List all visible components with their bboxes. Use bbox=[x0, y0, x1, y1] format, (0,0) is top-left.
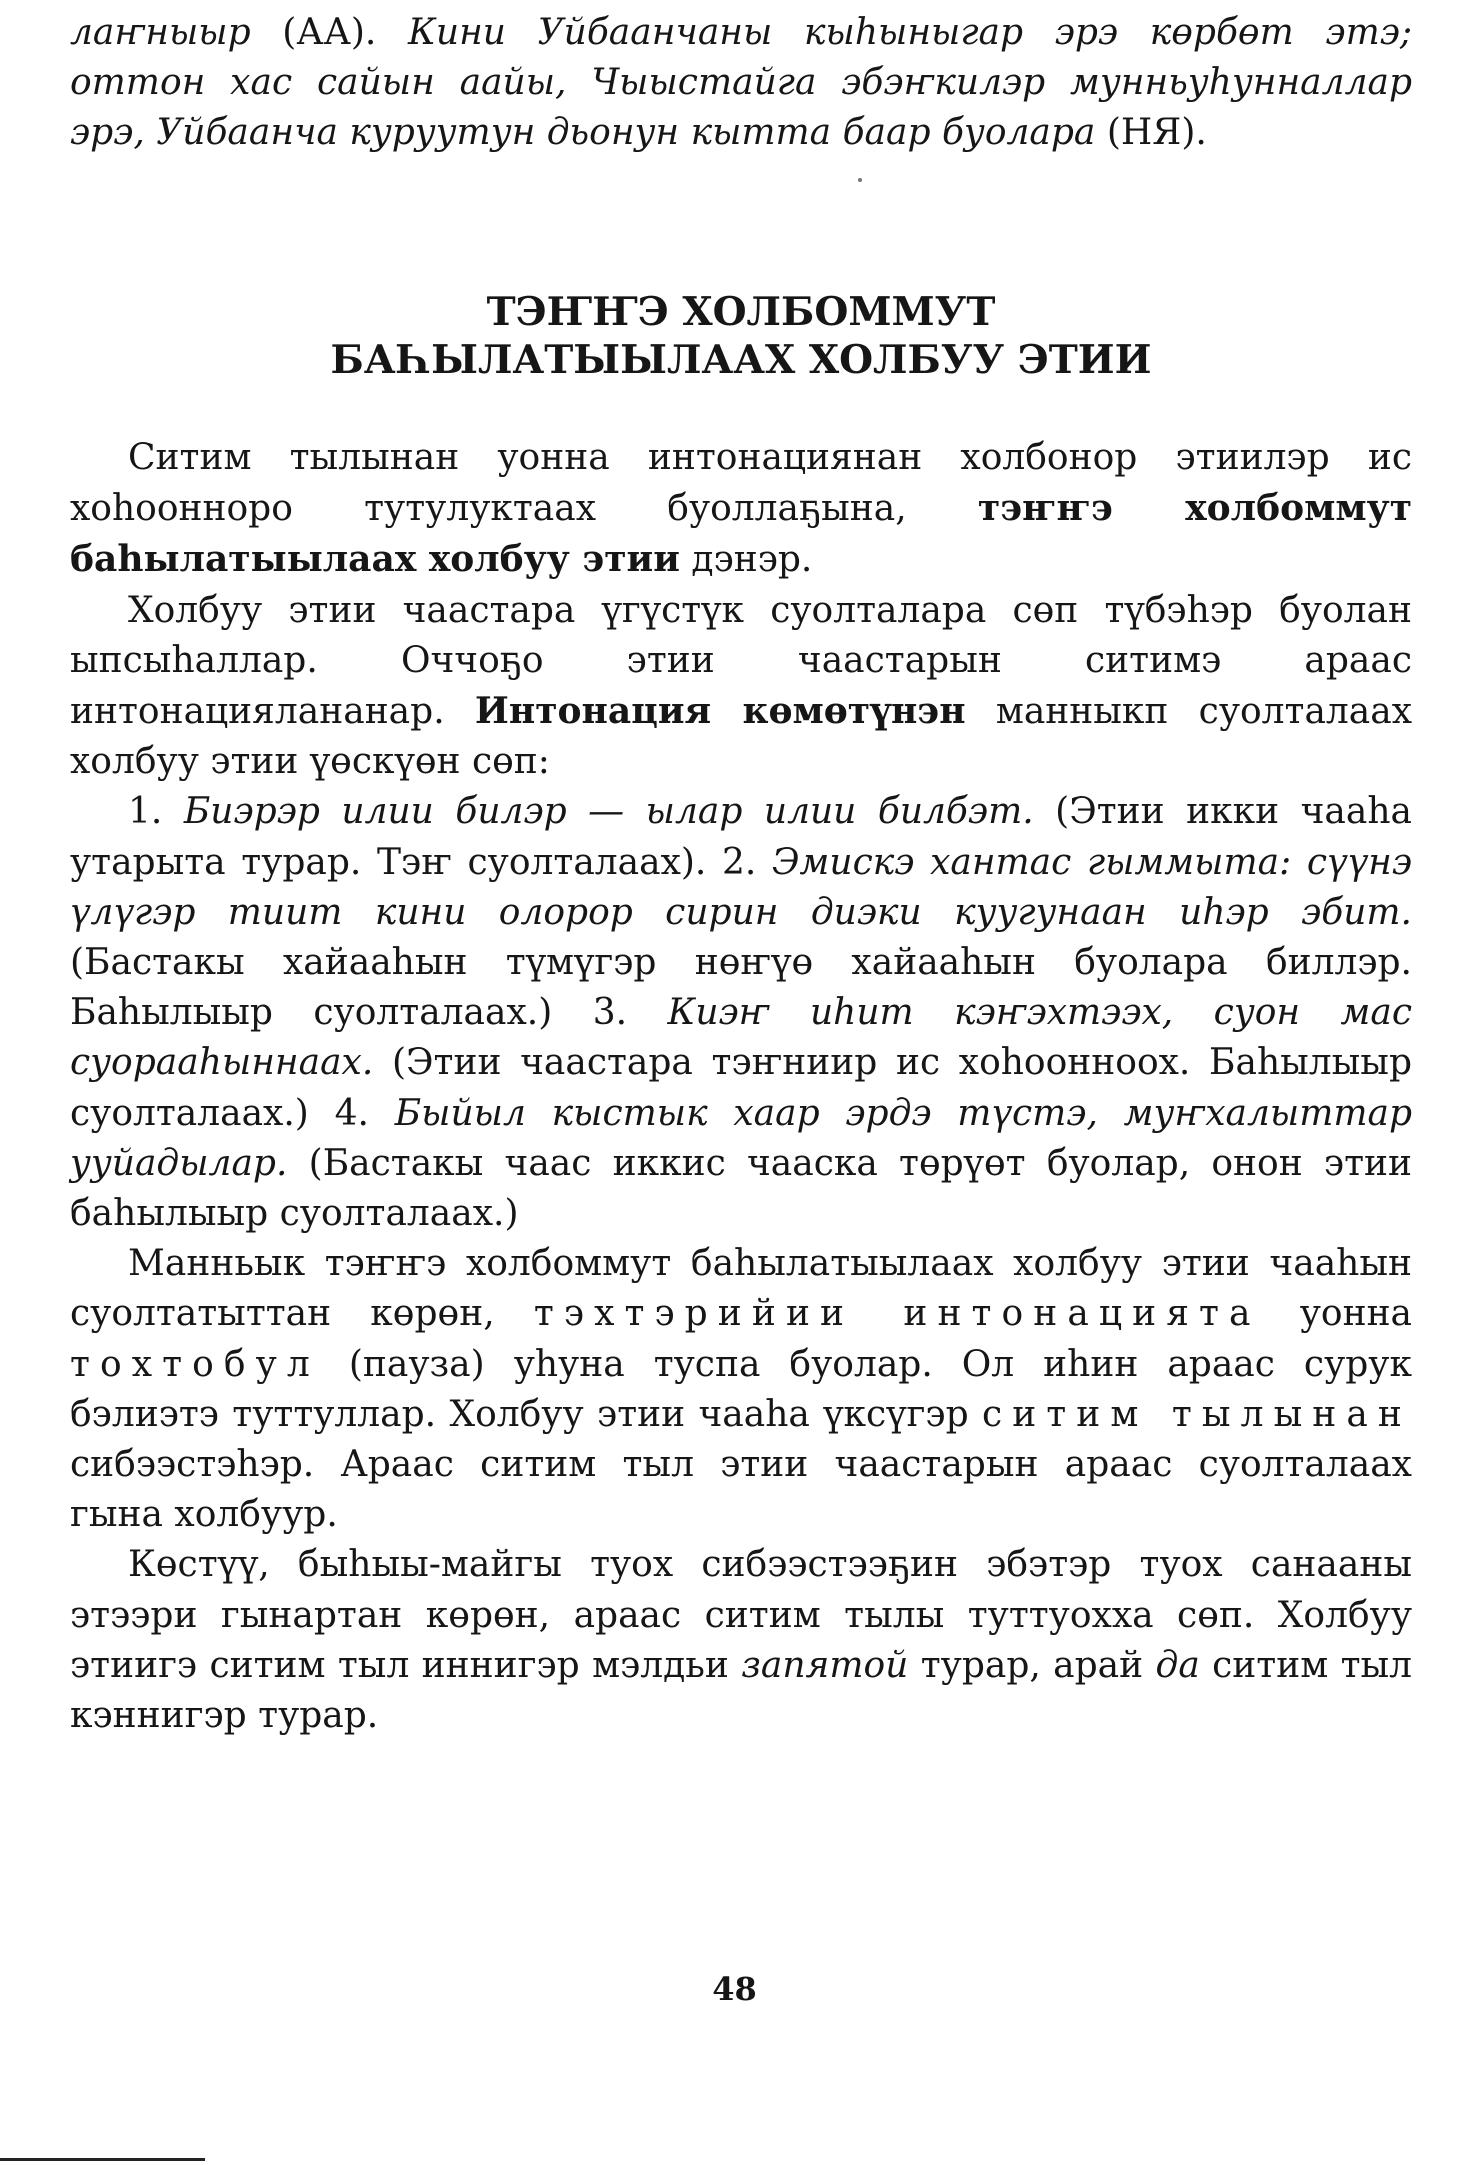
example-comment: (Этии чаастара тэҥниир ис хоһоонноох. Баһылыыр суолталаах.) bbox=[70, 1042, 1412, 1134]
intonation-paragraph bbox=[70, 586, 1412, 788]
text-run: Манньык тэҥҥэ холбоммут баһылатыылаах холбуу этии чааһын суолтатыттан көрөн, bbox=[70, 1243, 1412, 1335]
text-run: Көстүү, быһыы-майгы туох сибээстээҕин эбэтэр туох санааны этээри гынартан көрөн, араас ситим тылы туттуохха сөп. Холбуу этиигэ ситим тыл иннигэр мэлдьи bbox=[70, 1544, 1412, 1686]
emphasis: Интонация көмөтүнэн bbox=[474, 690, 966, 733]
print-speck bbox=[858, 178, 862, 182]
heading-line-2: БАҺЫЛАТЫЫЛААХ ХОЛБУУ ЭТИИ bbox=[330, 337, 1152, 383]
definition-paragraph bbox=[70, 433, 1412, 586]
fragment-sentence: Кини Уйбаанчаны кыһыныгар эрэ көрбөт этэ; оттон хас сайын аайы, Чыыстайга эбэҥкилэр мунньуһунналлар эрэ, Уйбаанча куруутун дьонун кытта баар буолара bbox=[70, 12, 1412, 154]
fragment-author: (НЯ). bbox=[1095, 112, 1207, 154]
conjunction-paragraph bbox=[70, 1540, 1412, 1741]
text-run: Холбуу этии чаастара үгүстүк суолталара сөп түбэһэр буолан ыпсыһаллар. Оччоҕо этии чаастарын ситимэ араас интонациялана bbox=[70, 589, 1412, 733]
italic-term: запятой bbox=[741, 1644, 909, 1686]
example-comment: (Этии икки чааһа утарыта турар. Тэҥ суолталаах). bbox=[70, 791, 1412, 883]
example-sentence: Быйыл кыстык хаар эрдэ түстэ, муҥхалыттар ууйадылар. bbox=[70, 1092, 1413, 1184]
example-number: 3. bbox=[592, 992, 668, 1034]
text-run: нар. bbox=[364, 691, 475, 733]
text-run: дэнэр. bbox=[679, 539, 813, 581]
spaced-term: тохтобул bbox=[70, 1343, 320, 1385]
section-heading bbox=[70, 288, 1412, 384]
text-run: Ситим тылынан уонна интонациянан холбонор этиилэр ис хоһоонноро тутулуктаах буоллаҕына, bbox=[70, 437, 1412, 530]
text-run: ситим тыл кэннигэр турар. bbox=[70, 1644, 1413, 1737]
text-run: турар, арай bbox=[908, 1644, 1156, 1686]
example-number: 4. bbox=[334, 1092, 395, 1134]
page-number: 48 bbox=[712, 1970, 757, 2008]
text-run: манныкп суолталаах холбуу этии үөскүөн сөп: bbox=[70, 691, 1413, 783]
text-run: уонна bbox=[1260, 1293, 1413, 1335]
body-text bbox=[70, 433, 1412, 1741]
heading-line-1: ТЭҤҤЭ ХОЛБОММУТ bbox=[486, 289, 996, 335]
example-sentence: Биэрэр илии билэр — ылар илии билбэт. bbox=[183, 791, 1034, 833]
text-run: (пауза) уһуна туспа буолар. Ол иһин араас сурук бэлиэтэ туттуллар. Холбуу этии чааһа үксүгэр bbox=[70, 1343, 1412, 1435]
defined-term: тэҥҥэ холбоммут баһылатыылаах холбуу этии bbox=[70, 487, 1412, 581]
previous-example-fragment bbox=[70, 8, 1412, 159]
example-sentence: Киэҥ иһит кэҥэхтээх, суон мас суорааһыннаах. bbox=[70, 992, 1412, 1084]
punctuation-paragraph bbox=[70, 1239, 1412, 1540]
examples-paragraph bbox=[70, 787, 1412, 1239]
example-comment: (Бастакы хайааһын түмүгэр нөҥүө хайааһын буолара биллэр. Баһылыыр суолталаах.) bbox=[70, 942, 1412, 1034]
text-run: сибээстэһэр. Араас ситим тыл этии чаастарын араас суолталаах гына холбуур. bbox=[70, 1444, 1412, 1536]
italic-term: да bbox=[1155, 1644, 1200, 1686]
spaced-term: тэхтэрийии интонацията bbox=[533, 1293, 1261, 1335]
example-sentence: Эмискэ хантас гыммыта: сүүнэ үлүгэр тиит кини олорор сирин диэки куугунаан иһэр эбит. bbox=[70, 841, 1412, 933]
example-number: 2. bbox=[722, 841, 773, 883]
fragment-source: (АА). bbox=[250, 12, 409, 53]
fragment-word: лаҥныыр bbox=[70, 12, 251, 53]
example-comment: (Бастакы чаас иккис чааска төрүөт буолар, онон этии баһылыыр суолталаах.) bbox=[70, 1142, 1412, 1235]
example-number: 1. bbox=[128, 791, 184, 833]
spaced-term: ситим тылынан bbox=[981, 1393, 1412, 1435]
page-edge-line bbox=[0, 2158, 205, 2161]
